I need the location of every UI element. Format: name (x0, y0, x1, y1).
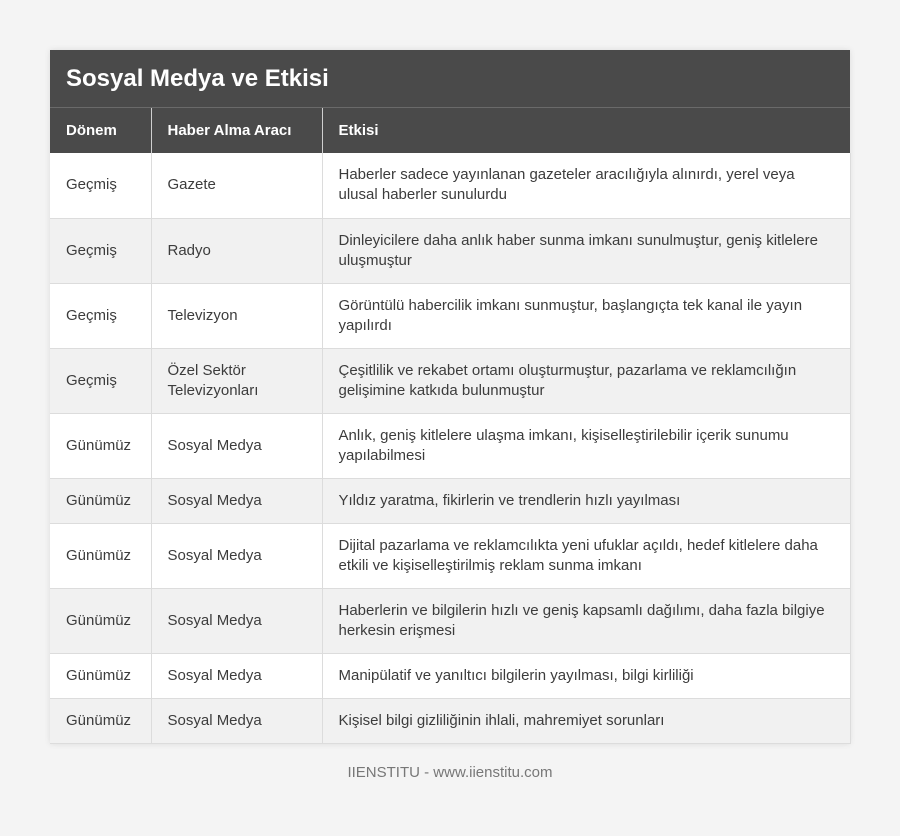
table-row (50, 478, 850, 523)
cell-period: Günümüz (50, 698, 151, 743)
cell-period: Günümüz (50, 653, 151, 698)
table-row (50, 153, 850, 218)
table-card (50, 50, 850, 744)
cell-medium: Sosyal Medya (151, 413, 322, 478)
cell-medium: Radyo (151, 218, 322, 283)
cell-medium: Sosyal Medya (151, 698, 322, 743)
cell-period: Günümüz (50, 413, 151, 478)
table-row (50, 653, 850, 698)
cell-medium: Sosyal Medya (151, 653, 322, 698)
footer-credit: IIENSTITU - www.iienstitu.com (347, 764, 553, 781)
table-title: Sosyal Medya ve Etkisi (50, 50, 850, 108)
table-row (50, 523, 850, 588)
cell-period: Günümüz (50, 523, 151, 588)
data-table (50, 108, 851, 744)
cell-period: Günümüz (50, 588, 151, 653)
cell-effect: Anlık, geniş kitlelere ulaşma imkanı, kişiselleştirilebilir içerik sunumu yapılabilmesi (322, 413, 850, 478)
table-row (50, 588, 850, 653)
column-header-medium: Haber Alma Aracı (151, 108, 322, 153)
table-row (50, 218, 850, 283)
cell-medium: Sosyal Medya (151, 588, 322, 653)
cell-effect: Çeşitlilik ve rekabet ortamı oluşturmuştur, pazarlama ve reklamcılığın gelişimine katkıda bulunmuştur (322, 348, 850, 413)
cell-medium: Sosyal Medya (151, 478, 322, 523)
cell-effect: Dinleyicilere daha anlık haber sunma imkanı sunulmuştur, geniş kitlelere uluşmuştur (322, 218, 850, 283)
cell-medium: Sosyal Medya (151, 523, 322, 588)
cell-period: Günümüz (50, 478, 151, 523)
table-row (50, 413, 850, 478)
table-row (50, 348, 850, 413)
table-row (50, 698, 850, 743)
cell-medium: Özel Sektör Televizyonları (151, 348, 322, 413)
cell-effect: Dijital pazarlama ve reklamcılıkta yeni ufuklar açıldı, hedef kitlelere daha etkili ve kişiselleştirilmiş reklam sunma imkanı (322, 523, 850, 588)
cell-effect: Haberlerin ve bilgilerin hızlı ve geniş kapsamlı dağılımı, daha fazla bilgiye herkesin erişmesi (322, 588, 850, 653)
column-header-period: Dönem (50, 108, 151, 153)
column-header-effect: Etkisi (322, 108, 850, 153)
cell-period: Geçmiş (50, 283, 151, 348)
table-row (50, 283, 850, 348)
cell-effect: Kişisel bilgi gizliliğinin ihlali, mahremiyet sorunları (322, 698, 850, 743)
cell-effect: Yıldız yaratma, fikirlerin ve trendlerin hızlı yayılması (322, 478, 850, 523)
cell-effect: Haberler sadece yayınlanan gazeteler aracılığıyla alınırdı, yerel veya ulusal haberler sunulurdu (322, 153, 850, 218)
header-row (50, 108, 850, 153)
cell-period: Geçmiş (50, 218, 151, 283)
cell-period: Geçmiş (50, 348, 151, 413)
cell-period: Geçmiş (50, 153, 151, 218)
cell-effect: Görüntülü habercilik imkanı sunmuştur, başlangıçta tek kanal ile yayın yapılırdı (322, 283, 850, 348)
cell-effect: Manipülatif ve yanıltıcı bilgilerin yayılması, bilgi kirliliği (322, 653, 850, 698)
cell-medium: Televizyon (151, 283, 322, 348)
cell-medium: Gazete (151, 153, 322, 218)
